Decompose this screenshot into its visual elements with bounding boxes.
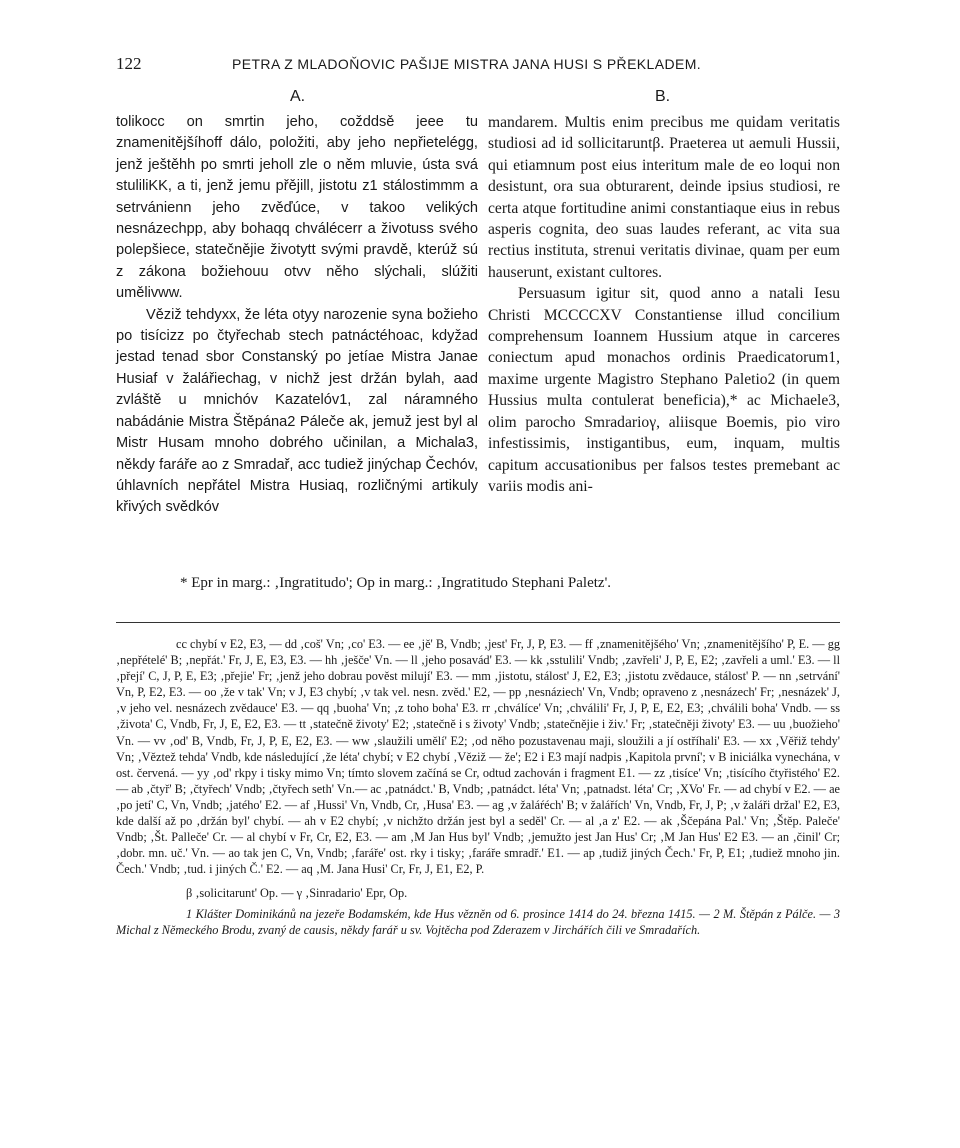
footnote-divider: [116, 622, 840, 623]
running-title: PETRA Z MLADOŇOVIC PAŠIJE MISTRA JANA HUSI S PŘEKLADEM.: [232, 56, 702, 72]
explanatory-notes: 1 Klášter Dominikánů na jezeře Bodamském, kde Hus vězněn od 6. prosince 1414 do 24. března 1415. — 2 M. Štěpán z Pálče. — 3 Michal z Německého Brodu, zvaný de causis, někdy farář u sv. Vojtěcha pod Zderazem v Jirchářích čili ve Smradařích.: [116, 906, 840, 937]
column-b: [488, 112, 840, 497]
column-a-heading: A.: [290, 88, 306, 105]
column-a: [116, 112, 478, 519]
apparatus-gloss: β ‚solicitarunt' Op. — γ ‚Sinradario' Epr, Op.: [186, 886, 408, 901]
footnotes: [116, 636, 840, 942]
page-number: 122: [116, 54, 142, 73]
page-header: [116, 54, 840, 76]
column-a-paragraph: Věziž tehdyxx, že léta otyy narozenie syna božieho po tisícizz po čtyřechab stech patnáctéhoac, kdyžad jestad tenad sbor Constanský po jetíae Mistra Janae Husiaf v žalářiechag, v nichž jest držán bylah, aad zvláště u mnichóv Kazatelóv1, zal náramného nabádánie Mistra Štěpána2 Páleče ak, jemuž jest byl al Mistr Husam mnoho dobrého učinilan, a Michala3, někdy faráře ao z Smradař, acc tudiež jinýchap Čechóv, úhlavních nepřátel Mistra Husiaq, rozličnými artikuly křivých svědkóv: [116, 306, 478, 516]
margin-note: * Epr in marg.: ‚Ingratitudo'; Op in marg.: ‚Ingratitudo Stephani Paletz'.: [180, 575, 612, 591]
column-b-heading: B.: [655, 88, 671, 105]
apparatus-variants: cc chybí v E2, E3, — dd ‚coš' Vn; ‚co' E3. — ee ‚jě' B, Vndb; ‚jest' Fr, J, P, E3. — ff ‚znamenitějšého' Vn; ‚znamenitějšího' P, E. — gg ‚nepřételé' B; ‚nepřát.' Fr, J, E, E3, E3. — hh ‚ješče' Vn. — ll ‚jeho posavád' E3. — kk ‚sstulili' Vndb; ‚zavřeli' J, P, E, E2; ‚zavřeli a uml.' E3. — ll ‚přejí' C, J, P, E, E3; ‚přejie' Fr; ‚jenž jeho dobrau pověst milují' E3. — mm ‚jistotu, stálost' J, E2, E3; ‚jistotu zvědauce, stálost' P. — nn ‚setrvání' Vn, P, E2, E3. — oo ‚že v tak' Vn; v J, E3 chybí; ‚v tak vel. nesn. zvěd.' E2, — pp ‚nesnáziech' Vn, Vndb; opraveno z ‚nesnázech' Fr; ‚nesnázek' J, ‚v jeho vel. nesnázech zvědauce' E3. — qq ‚buoha' Vn; ‚z toho boha' E3. rr ‚chválíce' Vn; ‚chválili' Fr, J, P, E, E2, E3; ‚chválili boha' Vndb. — ss ‚života' C, Vndb, Fr, J, E, E2, E3. — tt ‚statečně životy' E2; ‚statečně i s životy' Vndb; ‚statečnějie i živ.' Fr; ‚statečněji životy' E3. — uu ‚buožieho' Vn. — vv ‚od' B, Vndb, Fr, J, P, E, E2, E3. — ww ‚slaužili umělí' E2; ‚od něho pozustavenau maji, sloužili a jí ostříhali' E3. — xx ‚Věřiž tehdy' Vn; ‚Věztež tehda' Vndb, kde následující ‚že léta' chybí; v E2 chybí ‚Věziž — že'; E2 i E3 mají nadpis ‚Kapitola první'; v B iniciálka vynechána, v ost. červená. — yy ‚od' rkpy i tisky mimo Vn; tímto slovem začíná se Cr, odtud zachován i fragment E1. — zz ‚tisíce' Vn; ‚tisícího čtyřistého' E2. — ab ‚čtyř' B; ‚čtyřech' Vndb; ‚čtyřech seth' Vn.— ac ‚patnádct.' B, Vndb; ‚patnádct. léta' Vn; ‚patnadst. léta' Cr; ‚XVo' Fr. — ad chybí v E2. — ae ‚po jetí' C, Vn, Vndb; ‚jatého' E2. — af ‚Hussi' Vn, Vndb, Cr, ‚Husa' E3. — ag ‚v žaláŕéch' B; v žalářích' Vn, Vndb, Fr, J, P; ‚v žaláři držal' E2, E3, kde další až po ‚držán byl' chybí. — ah v E2 chybí; ‚v nichžto držán jest byl a seděl' Cr. — al ‚a z' E2. — ak ‚Ščepána Pal.' Vn; ‚Štěp. Paleče' Vndb; ‚Št. Palleče' Cr. — al chybí v Fr, Cr, E2, E3. — am ‚M Jan Hus byl' Vndb; ‚jemužto jest Jan Hus' Cr; ‚M Jan Hus' E2 E3. — an ‚činil' Cr; ‚dobr. mn. uč.' Vn. — ao tak jen C, Vn, Vndb; ‚faráře' ost. rky i tisky; ‚faráře smradř.' E1. — ap ‚tudiž jiných Čech.' Fr, P, E1; ‚tudiež mnoho jin. Čech.' Vndb; ‚tud. i jiných Č.' E2. — aq ‚M. Jana Husi' Cr, Fr, J, E1, E2, P.: [116, 637, 840, 877]
column-b-paragraph: Persuasum igitur sit, quod anno a natali Iesu Christi MCCCCXV Constantiense illud concilium comprehensum Ioannem Hussium atque in carceres coniectum apud monachos ordinis Praedicatorum1, maxime urgente Magistro Stephano Paletio2 (in quem Hussius multa contulerat beneficia),* ac Michaele3, olim parocho Smradarioγ, aliisque Boemis, pio viro infestissimis, instigantibus, eum, inquam, multis capitum accusationibus per falsos testes premebant ac variis modis ani-: [488, 285, 840, 495]
column-a-paragraph: tolikocc on smrtin jeho, cožddsě jeee tu znamenitějšíhoff dálo, položiti, aby jeho nepřietelégg, jenž ještěhh po smrti jeholl zle o něm mluvie, ústa svá stuliliKK, a ti, jenž jemu přějill, jistotu z1 stálostimmm a setrvánienn jeho zvěďúce, v takoo velikých nesnázechpp, aby bohaqq chválécerr a životuss svého polepšiece, statečnějie životytt svými pravdě, kterúž sú z zákona božiehouu otvv něho slýchali, slúžiti umělivww.: [116, 114, 478, 302]
column-b-paragraph: mandarem. Multis enim precibus me quidam veritatis studiosi ad id sollicitaruntβ. Praeterea ut aemuli Hussii, qui etiamnum post eius interitum male de eo loqui non desistunt, ora sua obturarent, deinde ipsius studiosi, re certa atque fortitudine animi constantiaque eius in rebus asperis cognita, deo suas laudes referant, ac vita sua rectius instituta, strenui veritatis divinae, quam per eum hauserunt, existant cultores.: [488, 114, 840, 281]
